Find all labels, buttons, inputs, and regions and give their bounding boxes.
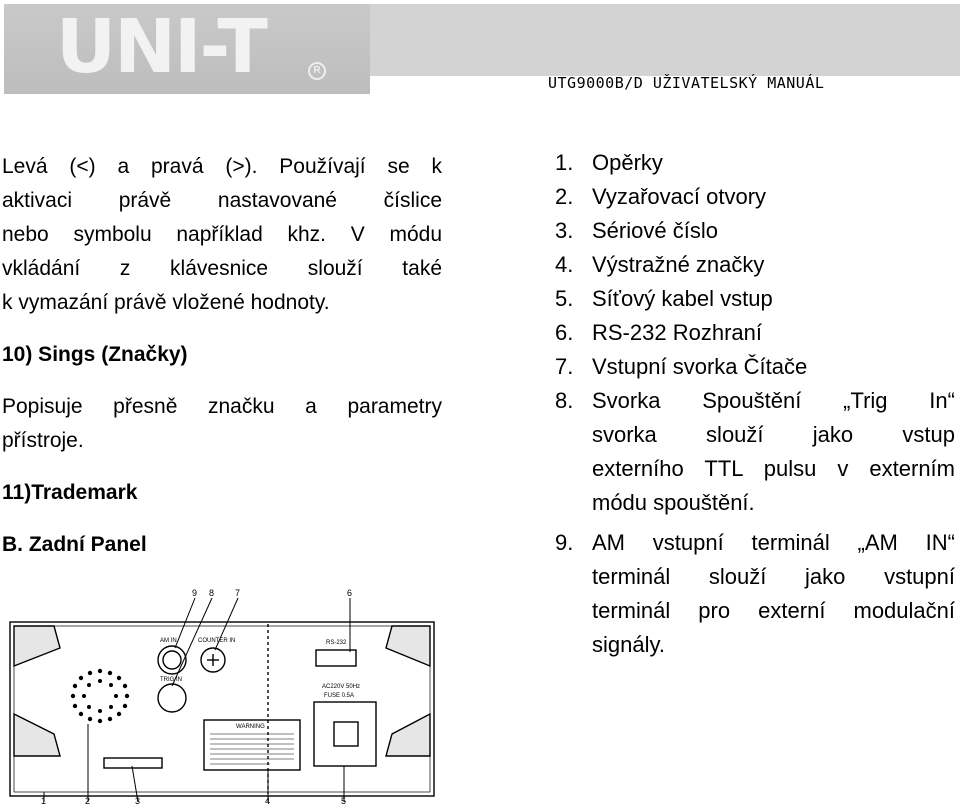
trig-in-connector bbox=[158, 684, 186, 712]
header-band bbox=[370, 4, 960, 76]
heading-signs: 10) Sings (Značky) bbox=[2, 343, 188, 366]
list-number: 2. bbox=[555, 184, 574, 209]
list-item bbox=[555, 180, 955, 214]
foot-top-right bbox=[386, 626, 430, 666]
callout-number: 9 bbox=[192, 588, 198, 598]
text-line: signály. bbox=[592, 632, 665, 657]
heading-rear-panel: B. Zadní Panel bbox=[2, 533, 147, 556]
list-number: 4. bbox=[555, 252, 574, 277]
left-column bbox=[2, 150, 442, 562]
label-am-in: AM IN bbox=[160, 638, 177, 644]
text-line: vkládání z klávesnice slouží také bbox=[2, 257, 442, 280]
text-line: svorka slouží jako vstup bbox=[592, 422, 955, 447]
list-item bbox=[555, 350, 955, 384]
text-line: Svorka Spouštění „Trig In“ bbox=[592, 388, 955, 413]
text-line: Opěrky bbox=[592, 150, 663, 175]
list-item bbox=[555, 146, 955, 180]
label-power: AC220V 50Hz bbox=[322, 684, 361, 690]
label-trig-in: TRIG IN bbox=[160, 677, 182, 683]
text-line: Vstupní svorka Čítače bbox=[592, 354, 808, 379]
uni-t-logo bbox=[4, 4, 370, 94]
list-item bbox=[555, 214, 955, 248]
am-in-connector-inner bbox=[163, 651, 181, 669]
list-item bbox=[555, 526, 955, 662]
text-line: RS-232 Rozhraní bbox=[592, 320, 762, 345]
rear-panel-drawing bbox=[0, 586, 440, 806]
label-counter-in: COUNTER IN bbox=[198, 638, 236, 644]
text-line: módu spouštění. bbox=[592, 490, 755, 515]
text-line: Výstražné značky bbox=[592, 252, 765, 277]
am-in-connector bbox=[158, 646, 186, 674]
page-header bbox=[0, 0, 960, 98]
callout-number: 4 bbox=[265, 796, 271, 806]
paragraph-keys bbox=[2, 150, 442, 320]
rear-panel-list bbox=[555, 146, 955, 662]
callout-number: 8 bbox=[209, 588, 215, 598]
list-number: 3. bbox=[555, 218, 574, 243]
vent-holes bbox=[71, 669, 129, 723]
list-number: 5. bbox=[555, 286, 574, 311]
callout-number: 6 bbox=[347, 588, 353, 598]
callout-lines bbox=[44, 598, 350, 802]
text-line: Vyzařovací otvory bbox=[592, 184, 767, 209]
callout-number: 2 bbox=[85, 796, 91, 806]
paragraph-signs bbox=[2, 390, 442, 458]
foot-bottom-right bbox=[386, 714, 430, 756]
list-number: 6. bbox=[555, 320, 574, 345]
power-socket-inner bbox=[334, 722, 358, 746]
list-item bbox=[555, 384, 955, 520]
text-line: Sériové číslo bbox=[592, 218, 718, 243]
heading-trademark: 11)Trademark bbox=[2, 481, 138, 504]
text-line: k vymazání právě vložené hodnoty. bbox=[2, 291, 330, 314]
callout-number: 3 bbox=[135, 796, 141, 806]
manual-title: UTG9000B/D UŽIVATELSKÝ MANUÁL bbox=[548, 74, 825, 92]
list-item bbox=[555, 248, 955, 282]
text-line: aktivaci právě nastavované číslice bbox=[2, 189, 442, 212]
text-line: nebo symbolu například khz. V módu bbox=[2, 223, 442, 246]
list-number: 1. bbox=[555, 150, 574, 175]
text-line: AM vstupní terminál „AM IN“ bbox=[592, 530, 955, 555]
warning-text-lines bbox=[210, 734, 294, 764]
text-line: Síťový kabel vstup bbox=[592, 286, 773, 311]
label-fuse: FUSE 0.5A bbox=[324, 693, 355, 699]
rear-panel-figure bbox=[0, 586, 440, 806]
text-line: terminál pro externí modulační bbox=[592, 598, 955, 623]
rs232-port bbox=[316, 650, 356, 666]
text-line: Levá (<) a pravá (>). Používají se k bbox=[2, 155, 442, 178]
text-line: externího TTL pulsu v externím bbox=[592, 456, 955, 481]
list-item bbox=[555, 316, 955, 350]
list-number: 9. bbox=[555, 530, 574, 555]
logo-text: UNI-T bbox=[56, 4, 266, 90]
text-line: terminál slouží jako vstupní bbox=[592, 564, 955, 589]
power-socket bbox=[314, 702, 376, 766]
serial-number-plate bbox=[104, 758, 162, 768]
label-warning: WARNING bbox=[236, 724, 265, 730]
label-rs232: RS-232 bbox=[326, 640, 347, 646]
callout-number: 5 bbox=[341, 796, 347, 806]
list-number: 8. bbox=[555, 388, 574, 413]
callout-number: 7 bbox=[235, 588, 241, 598]
callout-number: 1 bbox=[41, 796, 47, 806]
text-line: Popisuje přesně značku a parametry bbox=[2, 395, 442, 418]
foot-bottom-left bbox=[14, 714, 60, 756]
foot-top-left bbox=[14, 626, 60, 666]
list-item bbox=[555, 282, 955, 316]
registered-icon: R bbox=[308, 62, 326, 80]
text-line: přístroje. bbox=[2, 429, 84, 452]
list-number: 7. bbox=[555, 354, 574, 379]
panel-inner-outline bbox=[14, 626, 430, 792]
